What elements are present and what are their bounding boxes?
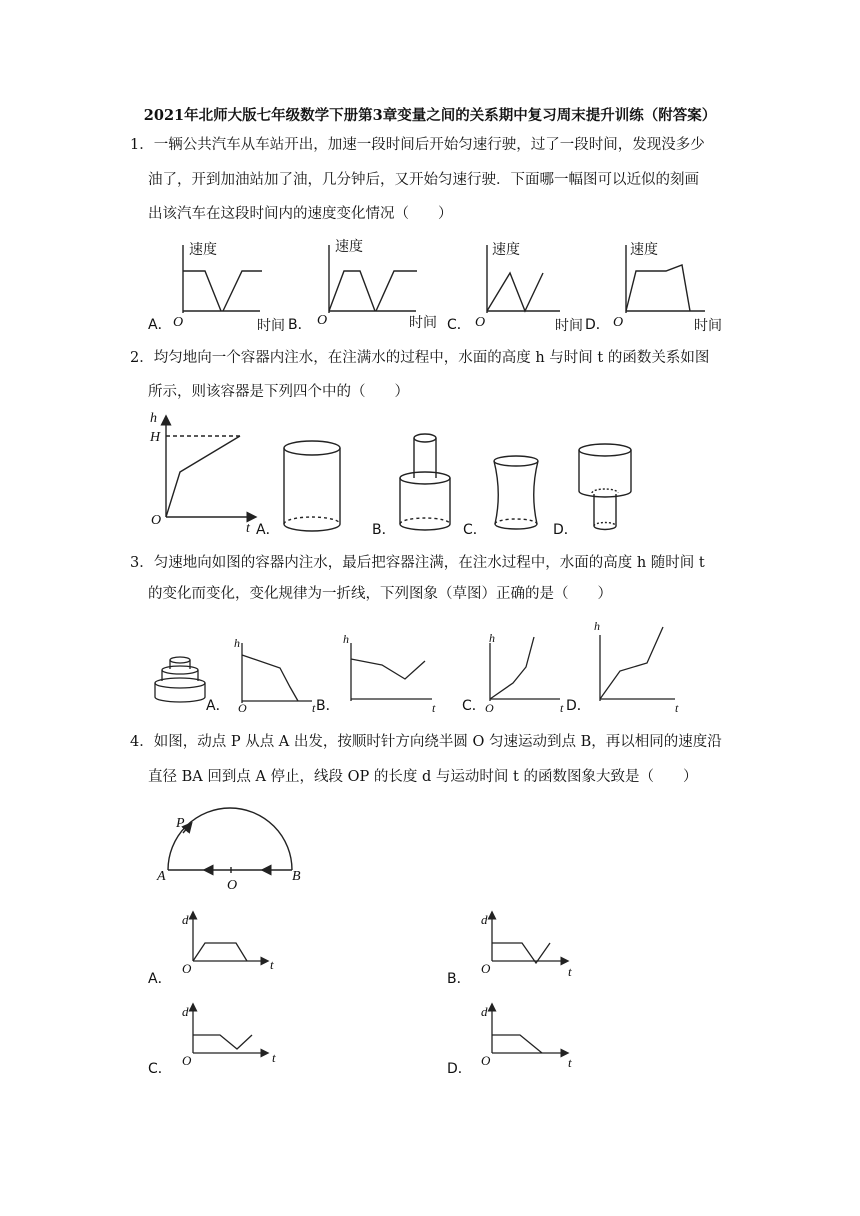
q2-line1: 2．均匀地向一个容器内注水，在注满水的过程中，水面的高度 h 与时间 t 的函数关系如图	[130, 350, 710, 366]
q3-line2: 的变化而变化，变化规律为一折线，下列图象（草图）正确的是（ ）	[148, 586, 612, 602]
q4-point-a: A	[157, 869, 166, 884]
q3-figures	[0, 615, 860, 715]
q1b-line-1	[329, 271, 375, 311]
q3-option-d: D．	[566, 698, 591, 714]
q4c-line	[193, 1035, 252, 1049]
q3b-x-label: t	[432, 701, 436, 715]
q3c-y-label: h	[489, 631, 495, 645]
q2-graph-y-label: h	[150, 411, 157, 426]
q1-option-c: C．	[447, 317, 471, 333]
q1-option-a: A．	[148, 317, 172, 333]
q4-option-graphs	[0, 905, 860, 1085]
q4b-y-label: d	[481, 912, 488, 927]
q2-graph-origin: O	[151, 513, 162, 528]
q1d-origin: O	[613, 315, 624, 330]
q2-option-b: B．	[372, 522, 396, 538]
q3c-line	[490, 637, 534, 699]
q3-stacked-container	[155, 657, 205, 702]
q4-point-p: P	[176, 816, 185, 831]
q1-option-b: B．	[288, 317, 312, 333]
q2-container-c	[494, 456, 538, 529]
q4-line1: 4．如图，动点 P 从点 A 出发，按顺时针方向绕半圆 O 匀速运动到点 B，再以相同的速度沿	[130, 734, 722, 750]
q1-line3: 出该汽车在这段时间内的速度变化情况（ ）	[148, 206, 453, 222]
q2-option-a: A．	[256, 522, 280, 538]
q4-option-b: B．	[447, 971, 471, 987]
q2-container-d	[579, 444, 631, 530]
q1c-line	[487, 273, 543, 311]
q3c-x-label: t	[560, 701, 564, 715]
q3-option-b: B．	[316, 698, 340, 714]
q4c-y-label: d	[182, 1004, 189, 1019]
q4b-line	[492, 943, 550, 963]
q4-line2: 直径 BA 回到点 A 停止，线段 OP 的长度 d 与运动时间 t 的函数图象大致是（ ）	[148, 769, 698, 785]
q2-option-c: C．	[463, 522, 487, 538]
q3a-origin: O	[238, 701, 247, 715]
q2-graph-x-label: t	[246, 521, 250, 536]
q2-graph-H: H	[150, 430, 161, 445]
q1-line1: 1．一辆公共汽车从车站开出，加速一段时间后开始匀速行驶，过了一段时间，发现没多少	[130, 137, 705, 153]
q4-point-b: B	[292, 869, 301, 884]
q1a-line-2	[223, 271, 262, 311]
q4-semicircle-arc	[168, 808, 292, 870]
q4-option-a: A．	[148, 971, 172, 987]
q1b-y-label: 速度	[335, 239, 363, 255]
q1c-y-label: 速度	[492, 242, 520, 258]
q3-option-c: C．	[462, 698, 486, 714]
q4b-x-label: t	[568, 964, 572, 979]
q4-semicircle-figure	[0, 800, 860, 893]
q1a-x-label: 时间	[257, 318, 285, 334]
q4d-x-label: t	[568, 1055, 572, 1070]
q1a-y-label: 速度	[189, 242, 217, 258]
q1b-x-label: 时间	[409, 315, 437, 331]
q1c-origin: O	[475, 315, 486, 330]
q2-container-b	[400, 434, 450, 530]
q4-point-o: O	[227, 878, 238, 893]
q2-figures	[0, 408, 860, 543]
q3d-x-label: t	[675, 701, 679, 715]
q4d-origin: O	[481, 1053, 491, 1068]
q4c-origin: O	[182, 1053, 192, 1068]
q4d-line	[492, 1035, 542, 1053]
q2-option-d: D．	[553, 522, 578, 538]
q4-option-c: C．	[148, 1061, 172, 1077]
q4b-origin: O	[481, 961, 491, 976]
q4c-x-label: t	[272, 1050, 276, 1065]
q3a-line	[242, 655, 298, 701]
q3-line1: 3．匀速地向如图的容器内注水，最后把容器注满，在注水过程中，水面的高度 h 随时间 t	[130, 555, 705, 571]
q1-speed-graphs	[0, 235, 860, 335]
q1d-line	[626, 265, 690, 311]
q4a-line	[193, 943, 247, 961]
q3a-y-label: h	[234, 636, 240, 650]
q1d-y-label: 速度	[630, 242, 658, 258]
q2-container-a	[284, 441, 340, 531]
q3b-y-label: h	[343, 632, 349, 646]
q1d-x-label: 时间	[694, 318, 722, 334]
q4-option-d: D．	[447, 1061, 472, 1077]
document-title: 2021年北师大版七年级数学下册第3章变量之间的关系期中复习周末提升训练（附答案）	[143, 107, 717, 124]
q4d-y-label: d	[481, 1004, 488, 1019]
q3a-x-label: t	[312, 701, 316, 715]
q2-graph-line	[166, 436, 240, 517]
q3d-y-label: h	[594, 619, 600, 633]
q4a-origin: O	[182, 961, 192, 976]
q1c-x-label: 时间	[555, 318, 583, 334]
q3c-origin: O	[485, 701, 494, 715]
q1b-origin: O	[317, 313, 328, 328]
q3-option-a: A．	[206, 698, 230, 714]
q4a-y-label: d	[182, 912, 189, 927]
q1a-line-1	[183, 271, 221, 311]
q1-line2: 油了，开到加油站加了油，几分钟后，又开始匀速行驶．下面哪一幅图可以近似的刻画	[148, 172, 699, 188]
q1b-line-2	[376, 271, 417, 311]
q2-line2: 所示，则该容器是下列四个中的（ ）	[148, 384, 409, 400]
q4a-x-label: t	[270, 957, 274, 972]
q1a-origin: O	[173, 315, 184, 330]
q3b-line	[351, 659, 425, 679]
q3d-line	[600, 627, 663, 699]
q1-option-d: D．	[585, 317, 610, 333]
